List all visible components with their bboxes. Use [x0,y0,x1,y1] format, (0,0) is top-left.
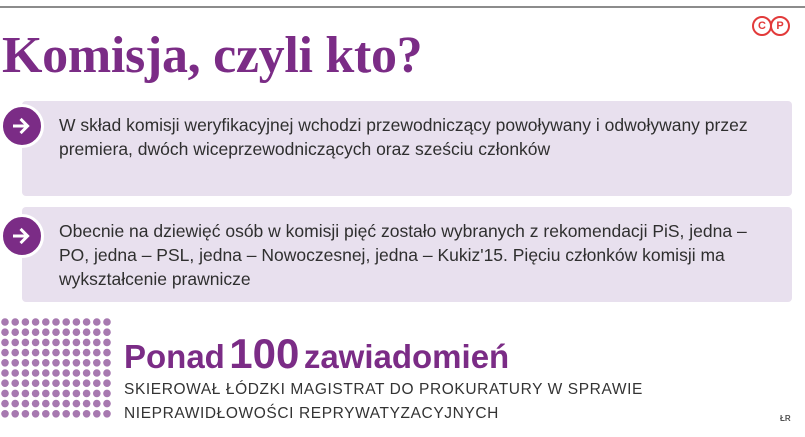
dot [52,328,60,336]
dot [52,400,60,408]
dot [103,318,111,326]
dot [52,359,60,367]
dot [52,390,60,398]
stat-number: 100 [229,330,300,377]
dot [93,349,101,357]
dot [11,369,19,377]
dot [62,349,70,357]
dot [11,339,19,347]
dot [42,318,50,326]
dot [62,369,70,377]
dot [42,390,50,398]
dot [103,339,111,347]
dot [103,369,111,377]
dot [32,339,40,347]
dot [62,318,70,326]
dot [103,390,111,398]
dot [22,349,30,357]
top-rule [0,6,805,8]
stat-subtitle-line-2: NIEPRAWIDŁOWOŚCI REPRYWATYZACYJNYCH [124,405,499,422]
dot [73,379,81,387]
dot [11,400,19,408]
dot [52,318,60,326]
stat-subtitle-line-1: SKIEROWAŁ ŁÓDZKI MAGISTRAT DO PROKURATURY W SPRAWIE [124,381,643,398]
dot [73,390,81,398]
dot [42,369,50,377]
dot [73,410,81,418]
dot [11,328,19,336]
info-box-text: W skład komisji weryfikacyjnej wchodzi przewodniczący powoływany i odwoływany przez premiera, dwóch wiceprzewodniczących oraz sześciu członków [59,115,748,159]
dot [62,359,70,367]
dot [22,410,30,418]
dot [93,410,101,418]
dot [93,390,101,398]
dot [103,379,111,387]
dot [52,379,60,387]
dot [42,359,50,367]
dot [11,318,19,326]
dot [1,390,9,398]
dot [83,359,91,367]
dot [83,410,91,418]
dot [62,339,70,347]
dot [62,328,70,336]
dot-grid-icon [0,317,112,421]
dot [11,390,19,398]
dot [11,410,19,418]
dot [22,390,30,398]
dot [42,328,50,336]
dot [22,369,30,377]
dot [83,369,91,377]
dot [11,349,19,357]
dot [42,379,50,387]
dot [1,328,9,336]
dot [32,400,40,408]
dot [22,328,30,336]
dot [93,328,101,336]
arrow-right-icon [0,104,44,148]
stat-prefix: Ponad [124,338,225,375]
dot [93,379,101,387]
dot [1,349,9,357]
dot [32,359,40,367]
dot [42,339,50,347]
info-box-1 [22,101,792,196]
dot [1,339,9,347]
dot [1,369,9,377]
author-initials: ŁR [780,414,791,423]
dot [22,379,30,387]
dot [73,328,81,336]
info-box-2 [22,207,792,302]
dot [22,359,30,367]
dot [1,410,9,418]
dot [32,318,40,326]
dot [42,410,50,418]
dot [62,410,70,418]
dot [73,318,81,326]
dot [93,359,101,367]
logo-c-icon: C [752,16,772,36]
dot [103,359,111,367]
stat-suffix: zawiadomień [303,338,510,375]
logo-p-icon: P [770,16,790,36]
publisher-logo [752,16,792,38]
dot [52,339,60,347]
dot [83,390,91,398]
dot [52,369,60,377]
dot [22,318,30,326]
dot [103,349,111,357]
stat-headline [124,330,509,378]
dot [32,369,40,377]
dot [83,349,91,357]
dot [103,410,111,418]
dot [62,390,70,398]
page-title: Komisja, czyli kto? [2,27,423,84]
dot [73,359,81,367]
info-box-text: Obecnie na dziewięć osób w komisji pięć zostało wybranych z rekomendacji PiS, jedna – PO, jedna – PSL, jedna – Nowoczesnej, jedna – Kukiz'15. Pięciu członków komisji ma wykształcenie prawnicze [59,221,747,289]
dot [73,339,81,347]
arrow-right-icon [0,214,44,258]
dot [73,349,81,357]
dot [103,328,111,336]
dot [1,400,9,408]
dot [83,339,91,347]
dot [62,379,70,387]
dot [73,369,81,377]
dot [73,400,81,408]
dot [93,369,101,377]
dot [62,400,70,408]
dot [32,410,40,418]
dot [1,318,9,326]
dot [32,390,40,398]
dot [93,400,101,408]
dot [42,349,50,357]
dot [83,328,91,336]
dot [93,339,101,347]
dot [52,410,60,418]
dot [103,400,111,408]
dot [1,379,9,387]
dot [32,328,40,336]
dot [83,400,91,408]
dot [32,349,40,357]
dot [93,318,101,326]
dot [83,318,91,326]
dot [83,379,91,387]
dot [1,359,9,367]
dot [11,379,19,387]
dot [32,379,40,387]
dot [22,339,30,347]
dot [11,359,19,367]
dot [42,400,50,408]
dot [22,400,30,408]
dot [52,349,60,357]
